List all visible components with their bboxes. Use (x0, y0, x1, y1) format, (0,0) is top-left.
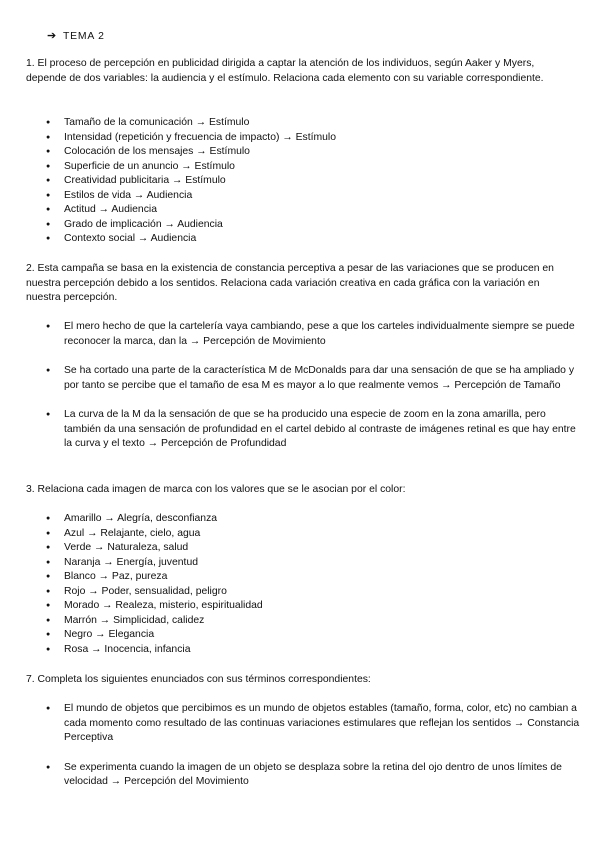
list-item: ● Morado → Realeza, misterio, espiritualidad (46, 599, 263, 614)
list-item: ● Amarillo → Alegría, desconfianza (46, 512, 263, 527)
list-item: ● Naranja → Energía, juventud (46, 556, 263, 571)
list-item: ● La curva de la M da la sensación de que se ha producido una especie de zoom en la zona amarilla, pero también da una sensación de profundidad en el cartel debido al contraste de imágenes retinal es que hay entre la curva y el texto → Percepción de Profundidad (46, 408, 584, 452)
list-item: ● Contexto social → Audiencia (46, 232, 336, 247)
question-7-list (46, 702, 584, 790)
list-item: ● El mundo de objetos que percibimos es un mundo de objetos estables (tamaño, forma, color, etc) no cambian a cada momento como resultado de las continuas variaciones estimulares que reflejan los sentidos → Constancia Perceptiva (46, 702, 584, 746)
list-item: ● Marrón → Simplicidad, calidez (46, 614, 263, 629)
question-3-list (46, 512, 263, 657)
list-item: ● Rosa → Inocencia, infancia (46, 643, 263, 658)
list-item: ● Colocación de los mensajes → Estímulo (46, 145, 336, 160)
list-item: ● Actitud → Audiencia (46, 203, 336, 218)
topic-heading (47, 29, 105, 45)
question-7-text: 7. Completa los siguientes enunciados con sus términos correspondientes: (26, 674, 371, 685)
question-1-text: 1. El proceso de percepción en publicidad dirigida a captar la atención de los individuos, según Aaker y Myers, depende de dos variables: la audiencia y el estímulo. Relaciona cada elemento con su variable correspondiente. (26, 58, 544, 84)
list-item: ● Intensidad (repetición y frecuencia de impacto) → Estímulo (46, 131, 336, 146)
list-item: ● Estilos de vida → Audiencia (46, 189, 336, 204)
list-item: ● Superficie de un anuncio → Estímulo (46, 160, 336, 175)
list-item: ● Negro → Elegancia (46, 628, 263, 643)
list-item: ● Rojo → Poder, sensualidad, peligro (46, 585, 263, 600)
list-item: ● Se ha cortado una parte de la característica M de McDonalds para dar una sensación de que se ha ampliado y por tanto se percibe que el tamaño de esa M es mayor a lo que realmente vemos → Percepción de Tamaño (46, 364, 584, 393)
list-item: ● Verde → Naturaleza, salud (46, 541, 263, 556)
question-3-text: 3. Relaciona cada imagen de marca con los valores que se le asocian por el color: (26, 484, 406, 495)
list-item: ● Grado de implicación → Audiencia (46, 218, 336, 233)
question-2-list (46, 320, 584, 452)
topic-title: TEMA 2 (63, 31, 105, 42)
list-item: ● Blanco → Paz, pureza (46, 570, 263, 585)
list-item: ● El mero hecho de que la cartelería vaya cambiando, pese a que los carteles individualmente siempre se puede reconocer la marca, dan la → Percepción de Movimiento (46, 320, 584, 349)
list-item: ● Azul → Relajante, cielo, agua (46, 527, 263, 542)
list-item: ● Creatividad publicitaria → Estímulo (46, 174, 336, 189)
list-item: ● Se experimenta cuando la imagen de un objeto se desplaza sobre la retina del ojo dentro de unos límites de velocidad → Percepción del Movimiento (46, 761, 584, 790)
arrow-icon: ➔ (47, 30, 58, 42)
question-2-text: 2. Esta campaña se basa en la existencia de constancia perceptiva a pesar de las variaciones que se producen en nuestra percepción debido a los sentidos. Relaciona cada variación creativa en cada gráfica con la variación en nuestra percepción. (26, 263, 554, 303)
question-1-list (46, 116, 336, 247)
list-item: ● Tamaño de la comunicación → Estímulo (46, 116, 336, 131)
